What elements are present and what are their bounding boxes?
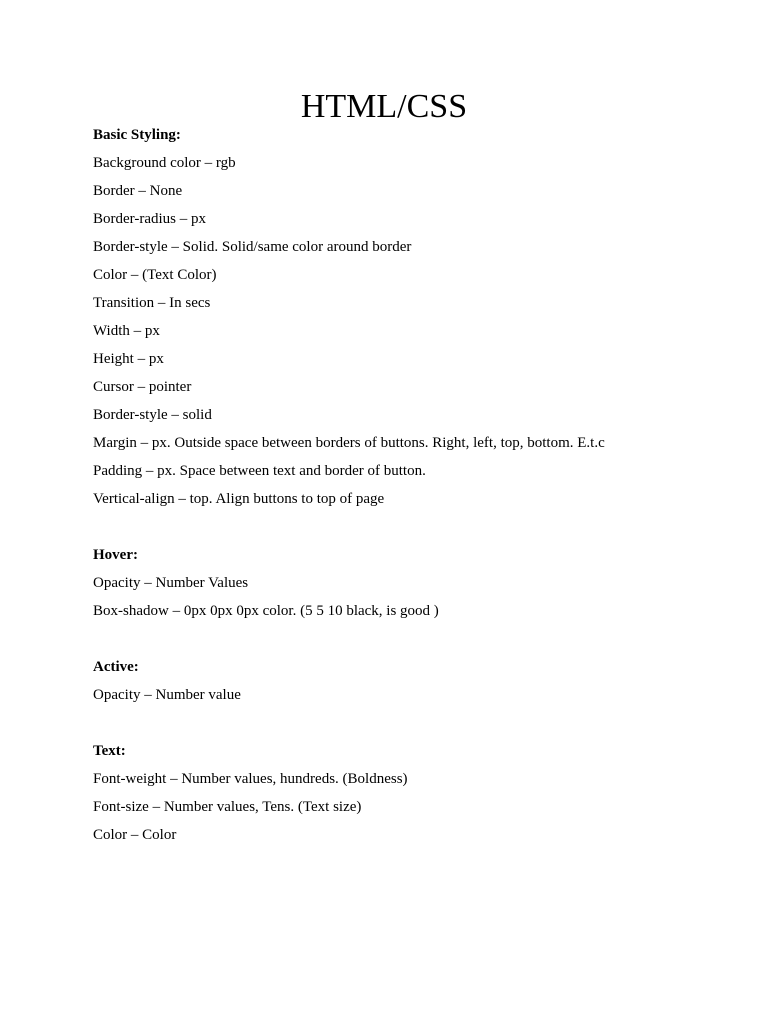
text-line: Background color – rgb: [93, 155, 236, 171]
text-line: Border-style – solid: [93, 407, 212, 423]
text-line: Opacity – Number Values: [93, 575, 249, 591]
text-line: Border – None: [93, 183, 183, 199]
section-basic-styling: [93, 121, 733, 513]
text-line: Padding – px. Space between text and border of button.: [93, 463, 426, 479]
section-hover: [93, 541, 733, 625]
text-line: Transition – In secs: [93, 295, 211, 311]
text-line: Width – px: [93, 323, 160, 339]
text-line: Color – Color: [93, 827, 177, 843]
text-line: Color – (Text Color): [93, 267, 217, 283]
text-line: Height – px: [93, 351, 164, 367]
section-text: [93, 737, 733, 849]
text-line: Box-shadow – 0px 0px 0px color. (5 5 10 black, is good ): [93, 603, 439, 619]
document-body: [93, 121, 733, 849]
section-heading: Active:: [93, 659, 139, 675]
text-line: Border-style – Solid. Solid/same color around border: [93, 239, 412, 255]
section-active: [93, 653, 733, 709]
section-heading: Hover:: [93, 547, 138, 563]
text-line: Opacity – Number value: [93, 687, 241, 703]
section-heading: Text:: [93, 743, 126, 759]
text-line: Cursor – pointer: [93, 379, 192, 395]
text-line: Font-weight – Number values, hundreds. (Boldness): [93, 771, 408, 787]
text-line: Font-size – Number values, Tens. (Text size): [93, 799, 362, 815]
text-line: Margin – px. Outside space between borders of buttons. Right, left, top, bottom. E.t.c: [93, 435, 605, 451]
text-line: Vertical-align – top. Align buttons to top of page: [93, 491, 385, 507]
text-line: Border-radius – px: [93, 211, 207, 227]
section-heading: Basic Styling:: [93, 127, 181, 143]
document-title: HTML/CSS: [300, 88, 468, 125]
